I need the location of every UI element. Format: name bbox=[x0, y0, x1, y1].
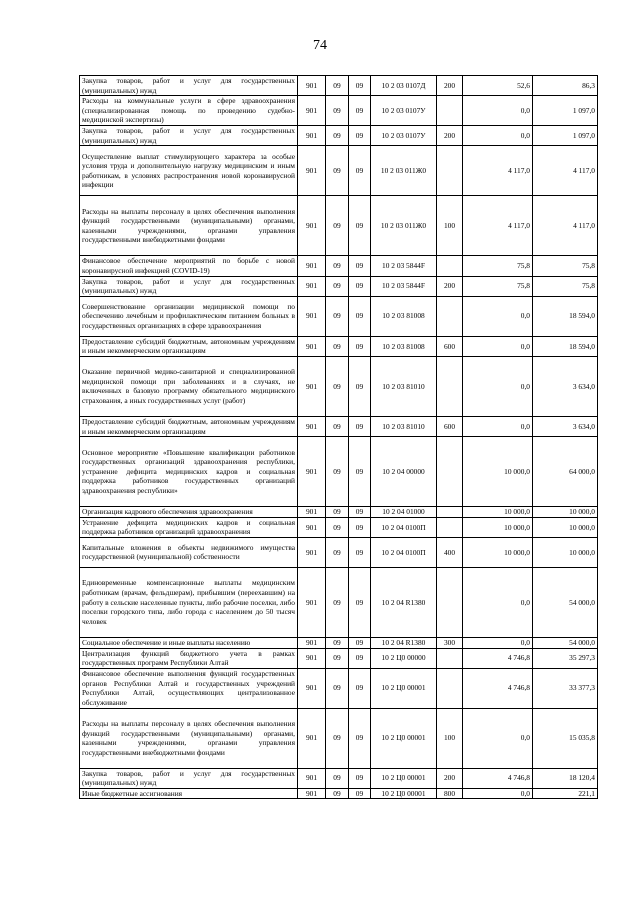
table-cell-target-article: 10 2 03 0107У bbox=[371, 96, 437, 126]
table-cell-section: 09 bbox=[326, 567, 349, 637]
table-cell-target-article: 10 2 04 01000 bbox=[371, 507, 437, 518]
table-row bbox=[80, 517, 598, 537]
table-cell-amount-1: 52,6 bbox=[463, 76, 533, 96]
table-cell-target-article: 10 2 03 0107Д bbox=[371, 76, 437, 96]
table-cell-expense-type bbox=[437, 567, 463, 637]
table-row bbox=[80, 437, 598, 507]
table-cell-amount-2: 3 634,0 bbox=[533, 416, 598, 436]
table-cell-amount-2: 18 594,0 bbox=[533, 296, 598, 336]
table-cell-name: Закупка товаров, работ и услуг для государственных (муниципальных) нужд bbox=[80, 126, 298, 146]
table-cell-amount-1: 10 000,0 bbox=[463, 437, 533, 507]
table-row bbox=[80, 788, 598, 799]
table-row bbox=[80, 507, 598, 518]
table-cell-name: Закупка товаров, работ и услуг для государственных (муниципальных) нужд bbox=[80, 276, 298, 296]
table-cell-target-article: 10 2 Ц0 00001 bbox=[371, 788, 437, 799]
table-cell-amount-2: 4 117,0 bbox=[533, 196, 598, 256]
table-cell-subsection: 09 bbox=[349, 517, 371, 537]
table-cell-amount-2: 10 000,0 bbox=[533, 507, 598, 518]
table-cell-section: 09 bbox=[326, 708, 349, 768]
table-row bbox=[80, 276, 598, 296]
table-cell-section: 09 bbox=[326, 296, 349, 336]
table-cell-subsection: 09 bbox=[349, 276, 371, 296]
table-row bbox=[80, 196, 598, 256]
table-cell-expense-type bbox=[437, 668, 463, 708]
table-cell-amount-1: 0,0 bbox=[463, 336, 533, 356]
table-row bbox=[80, 416, 598, 436]
table-cell-target-article: 10 2 03 5844F bbox=[371, 256, 437, 276]
table-cell-amount-2: 54 000,0 bbox=[533, 637, 598, 648]
table-cell-section: 09 bbox=[326, 668, 349, 708]
table-cell-name: Предоставление субсидий бюджетным, автономным учреждениям и иным некоммерческим организациям bbox=[80, 416, 298, 436]
table-cell-target-article: 10 2 03 81010 bbox=[371, 416, 437, 436]
table-cell-subsection: 09 bbox=[349, 416, 371, 436]
table-row bbox=[80, 708, 598, 768]
table-cell-amount-1: 4 746,8 bbox=[463, 768, 533, 788]
table-cell-name: Закупка товаров, работ и услуг для государственных (муниципальных) нужд bbox=[80, 768, 298, 788]
table-cell-name: Расходы на коммунальные услуги в сфере здравоохранения (специализированная помощь по проведению судебно-медицинской экспертизы) bbox=[80, 96, 298, 126]
table-cell-ministry: 901 bbox=[298, 788, 326, 799]
table-cell-amount-2: 18 120,4 bbox=[533, 768, 598, 788]
table-cell-ministry: 901 bbox=[298, 126, 326, 146]
table-cell-ministry: 901 bbox=[298, 708, 326, 768]
table-cell-ministry: 901 bbox=[298, 567, 326, 637]
table-cell-expense-type bbox=[437, 146, 463, 196]
table-row bbox=[80, 146, 598, 196]
table-cell-ministry: 901 bbox=[298, 517, 326, 537]
table-cell-section: 09 bbox=[326, 356, 349, 416]
table-cell-section: 09 bbox=[326, 507, 349, 518]
table-cell-amount-1: 4 746,8 bbox=[463, 668, 533, 708]
table-cell-amount-1: 10 000,0 bbox=[463, 537, 533, 567]
table-cell-name: Социальное обеспечение и иные выплаты населению bbox=[80, 637, 298, 648]
table-cell-amount-2: 86,3 bbox=[533, 76, 598, 96]
table-cell-amount-2: 18 594,0 bbox=[533, 336, 598, 356]
table-cell-ministry: 901 bbox=[298, 768, 326, 788]
table-cell-name: Устранение дефицита медицинских кадров и социальная поддержка работников организаций здравоохранения bbox=[80, 517, 298, 537]
table-cell-section: 09 bbox=[326, 146, 349, 196]
table-cell-expense-type bbox=[437, 507, 463, 518]
table-cell-amount-1: 75,8 bbox=[463, 256, 533, 276]
table-cell-subsection: 09 bbox=[349, 256, 371, 276]
table-cell-expense-type bbox=[437, 296, 463, 336]
table-cell-target-article: 10 2 03 5844F bbox=[371, 276, 437, 296]
table-cell-amount-1: 4 746,8 bbox=[463, 648, 533, 668]
table-cell-name: Централизация функций бюджетного учета в рамках государственных программ Республики Алтай bbox=[80, 648, 298, 668]
table-cell-expense-type: 300 bbox=[437, 637, 463, 648]
table-cell-ministry: 901 bbox=[298, 196, 326, 256]
table-cell-section: 09 bbox=[326, 96, 349, 126]
table-cell-amount-2: 75,8 bbox=[533, 276, 598, 296]
table-cell-target-article: 10 2 03 0107У bbox=[371, 126, 437, 146]
table-cell-name: Капитальные вложения в объекты недвижимого имущества государственной (муниципальной) собственности bbox=[80, 537, 298, 567]
table-cell-name: Организация кадрового обеспечения здравоохранения bbox=[80, 507, 298, 518]
table-cell-ministry: 901 bbox=[298, 276, 326, 296]
table-row bbox=[80, 567, 598, 637]
table-cell-subsection: 09 bbox=[349, 708, 371, 768]
table-cell-ministry: 901 bbox=[298, 96, 326, 126]
table-cell-name: Иные бюджетные ассигнования bbox=[80, 788, 298, 799]
table-cell-expense-type bbox=[437, 517, 463, 537]
table-row bbox=[80, 637, 598, 648]
table-cell-target-article: 10 2 Ц0 00000 bbox=[371, 648, 437, 668]
table-cell-name: Оказание первичной медико-санитарной и специализированной медицинской помощи при заболеваниях и в случаях, не включенных в базовую программу обязательного медицинского страхования, а иных государственных услуг (работ) bbox=[80, 356, 298, 416]
table-cell-ministry: 901 bbox=[298, 537, 326, 567]
table-cell-subsection: 09 bbox=[349, 356, 371, 416]
table-cell-name: Единовременные компенсационные выплаты медицинским работникам (врачам, фельдшерам), прибывшим (переехавшим) на работу в сельские населенные пункты, либо рабочие поселки, либо поселки городского типа, либо города с населением до 50 тысяч человек bbox=[80, 567, 298, 637]
table-cell-target-article: 10 2 Ц0 00001 bbox=[371, 768, 437, 788]
table-cell-amount-2: 35 297,3 bbox=[533, 648, 598, 668]
table-cell-section: 09 bbox=[326, 517, 349, 537]
table-cell-subsection: 09 bbox=[349, 76, 371, 96]
table-cell-expense-type: 600 bbox=[437, 416, 463, 436]
table-cell-target-article: 10 2 03 81010 bbox=[371, 356, 437, 416]
table-cell-amount-1: 0,0 bbox=[463, 788, 533, 799]
table-cell-expense-type bbox=[437, 648, 463, 668]
table-cell-section: 09 bbox=[326, 416, 349, 436]
table-cell-section: 09 bbox=[326, 437, 349, 507]
table-cell-amount-2: 10 000,0 bbox=[533, 537, 598, 567]
table-cell-expense-type: 400 bbox=[437, 537, 463, 567]
table-cell-amount-2: 221,1 bbox=[533, 788, 598, 799]
table-cell-expense-type: 200 bbox=[437, 76, 463, 96]
table-row bbox=[80, 356, 598, 416]
table-cell-subsection: 09 bbox=[349, 788, 371, 799]
table-cell-target-article: 10 2 04 R1380 bbox=[371, 637, 437, 648]
table-cell-expense-type: 100 bbox=[437, 196, 463, 256]
table-cell-subsection: 09 bbox=[349, 437, 371, 507]
table-cell-amount-2: 10 000,0 bbox=[533, 517, 598, 537]
table-cell-ministry: 901 bbox=[298, 336, 326, 356]
budget-table bbox=[79, 75, 598, 799]
table-cell-expense-type bbox=[437, 256, 463, 276]
table-row bbox=[80, 668, 598, 708]
table-cell-section: 09 bbox=[326, 76, 349, 96]
table-cell-expense-type: 200 bbox=[437, 126, 463, 146]
table-cell-subsection: 09 bbox=[349, 768, 371, 788]
table-cell-ministry: 901 bbox=[298, 256, 326, 276]
table-cell-section: 09 bbox=[326, 196, 349, 256]
table-cell-expense-type: 200 bbox=[437, 768, 463, 788]
page-number: 74 bbox=[313, 38, 327, 53]
table-cell-target-article: 10 2 03 81008 bbox=[371, 296, 437, 336]
table-cell-ministry: 901 bbox=[298, 507, 326, 518]
table-cell-ministry: 901 bbox=[298, 637, 326, 648]
table-cell-subsection: 09 bbox=[349, 567, 371, 637]
table-cell-subsection: 09 bbox=[349, 336, 371, 356]
table-cell-subsection: 09 bbox=[349, 296, 371, 336]
table-cell-amount-1: 0,0 bbox=[463, 567, 533, 637]
table-cell-section: 09 bbox=[326, 648, 349, 668]
table-row bbox=[80, 76, 598, 96]
table-cell-section: 09 bbox=[326, 637, 349, 648]
table-cell-section: 09 bbox=[326, 768, 349, 788]
table-cell-amount-2: 75,8 bbox=[533, 256, 598, 276]
table-cell-amount-2: 64 000,0 bbox=[533, 437, 598, 507]
table-cell-amount-1: 10 000,0 bbox=[463, 517, 533, 537]
table-cell-expense-type: 600 bbox=[437, 336, 463, 356]
table-cell-target-article: 10 2 03 81008 bbox=[371, 336, 437, 356]
table-cell-subsection: 09 bbox=[349, 637, 371, 648]
table-cell-subsection: 09 bbox=[349, 507, 371, 518]
table-row bbox=[80, 336, 598, 356]
table-cell-amount-2: 1 097,0 bbox=[533, 96, 598, 126]
table-cell-name: Финансовое обеспечение выполнения функций государственных органов Республики Алтай и государственных учреждений Республики Алтай, осуществляющих централизованное обслуживание bbox=[80, 668, 298, 708]
table-cell-expense-type bbox=[437, 356, 463, 416]
table-cell-amount-1: 75,8 bbox=[463, 276, 533, 296]
table-row bbox=[80, 648, 598, 668]
table-cell-section: 09 bbox=[326, 256, 349, 276]
table-cell-expense-type bbox=[437, 437, 463, 507]
table-cell-subsection: 09 bbox=[349, 196, 371, 256]
table-cell-section: 09 bbox=[326, 336, 349, 356]
table-cell-amount-2: 33 377,3 bbox=[533, 668, 598, 708]
table-row bbox=[80, 96, 598, 126]
table-cell-target-article: 10 2 Ц0 00001 bbox=[371, 668, 437, 708]
table-cell-ministry: 901 bbox=[298, 437, 326, 507]
table-cell-target-article: 10 2 04 R1380 bbox=[371, 567, 437, 637]
table-cell-subsection: 09 bbox=[349, 648, 371, 668]
table-cell-amount-1: 0,0 bbox=[463, 96, 533, 126]
table-row bbox=[80, 537, 598, 567]
table-cell-ministry: 901 bbox=[298, 356, 326, 416]
table-body bbox=[80, 76, 598, 799]
table-cell-amount-1: 0,0 bbox=[463, 637, 533, 648]
table-cell-amount-2: 3 634,0 bbox=[533, 356, 598, 416]
table-cell-ministry: 901 bbox=[298, 296, 326, 336]
table-cell-target-article: 10 2 Ц0 00001 bbox=[371, 708, 437, 768]
table-cell-expense-type: 200 bbox=[437, 276, 463, 296]
table-cell-amount-2: 15 035,8 bbox=[533, 708, 598, 768]
table-cell-subsection: 09 bbox=[349, 146, 371, 196]
table-cell-subsection: 09 bbox=[349, 126, 371, 146]
table-cell-ministry: 901 bbox=[298, 416, 326, 436]
table-cell-ministry: 901 bbox=[298, 668, 326, 708]
table-cell-target-article: 10 2 04 0100П bbox=[371, 537, 437, 567]
table-cell-target-article: 10 2 03 011Ж0 bbox=[371, 146, 437, 196]
table-cell-amount-2: 54 000,0 bbox=[533, 567, 598, 637]
table-row bbox=[80, 768, 598, 788]
table-cell-name: Предоставление субсидий бюджетным, автономным учреждениям и иным некоммерческим организациям bbox=[80, 336, 298, 356]
table-cell-name: Основное мероприятие «Повышение квалификации работников государственных организаций здравоохранения республики, устранение дефицита медицинских кадров и социальная поддержка работников государственных организаций здравоохранения республики» bbox=[80, 437, 298, 507]
table-cell-section: 09 bbox=[326, 276, 349, 296]
table-cell-amount-1: 0,0 bbox=[463, 416, 533, 436]
table-cell-expense-type bbox=[437, 96, 463, 126]
table-cell-subsection: 09 bbox=[349, 537, 371, 567]
table-cell-subsection: 09 bbox=[349, 668, 371, 708]
table-row bbox=[80, 296, 598, 336]
table-cell-amount-1: 0,0 bbox=[463, 356, 533, 416]
table-cell-expense-type: 100 bbox=[437, 708, 463, 768]
table-cell-name: Расходы на выплаты персоналу в целях обеспечения выполнения функций государственными (муниципальными) органами, казенными учреждениями, органами управления государственными внебюджетными фондами bbox=[80, 708, 298, 768]
table-cell-ministry: 901 bbox=[298, 76, 326, 96]
table-cell-name: Расходы на выплаты персоналу в целях обеспечения выполнения функций государственными (муниципальными) органами, казенными учреждениями, органами управления государственными внебюджетными фондами bbox=[80, 196, 298, 256]
table-cell-target-article: 10 2 04 00000 bbox=[371, 437, 437, 507]
table-cell-target-article: 10 2 04 0100П bbox=[371, 517, 437, 537]
table-cell-amount-1: 0,0 bbox=[463, 126, 533, 146]
table-cell-section: 09 bbox=[326, 788, 349, 799]
table-cell-expense-type: 800 bbox=[437, 788, 463, 799]
table-cell-subsection: 09 bbox=[349, 96, 371, 126]
table-cell-name: Финансовое обеспечение мероприятий по борьбе с новой коронавирусной инфекцией (COVID-19) bbox=[80, 256, 298, 276]
table-cell-amount-1: 0,0 bbox=[463, 296, 533, 336]
table-cell-amount-1: 4 117,0 bbox=[463, 196, 533, 256]
table-cell-amount-1: 10 000,0 bbox=[463, 507, 533, 518]
table-cell-amount-2: 4 117,0 bbox=[533, 146, 598, 196]
table-cell-section: 09 bbox=[326, 537, 349, 567]
table-cell-ministry: 901 bbox=[298, 146, 326, 196]
table-cell-name: Совершенствование организации медицинской помощи по обеспечению лечебным и профилактическим питанием больных в государственных организациях в сфере здравоохранения bbox=[80, 296, 298, 336]
table-cell-amount-1: 0,0 bbox=[463, 708, 533, 768]
table-cell-amount-1: 4 117,0 bbox=[463, 146, 533, 196]
table-row bbox=[80, 256, 598, 276]
table-cell-name: Осуществление выплат стимулирующего характера за особые условия труда и дополнительную нагрузку медицинским и иным работникам, в условиях распространения новой коронавирусной инфекции bbox=[80, 146, 298, 196]
table-cell-name: Закупка товаров, работ и услуг для государственных (муниципальных) нужд bbox=[80, 76, 298, 96]
table-row bbox=[80, 126, 598, 146]
table-cell-amount-2: 1 097,0 bbox=[533, 126, 598, 146]
table-cell-ministry: 901 bbox=[298, 648, 326, 668]
table-cell-target-article: 10 2 03 011Ж0 bbox=[371, 196, 437, 256]
table-cell-section: 09 bbox=[326, 126, 349, 146]
